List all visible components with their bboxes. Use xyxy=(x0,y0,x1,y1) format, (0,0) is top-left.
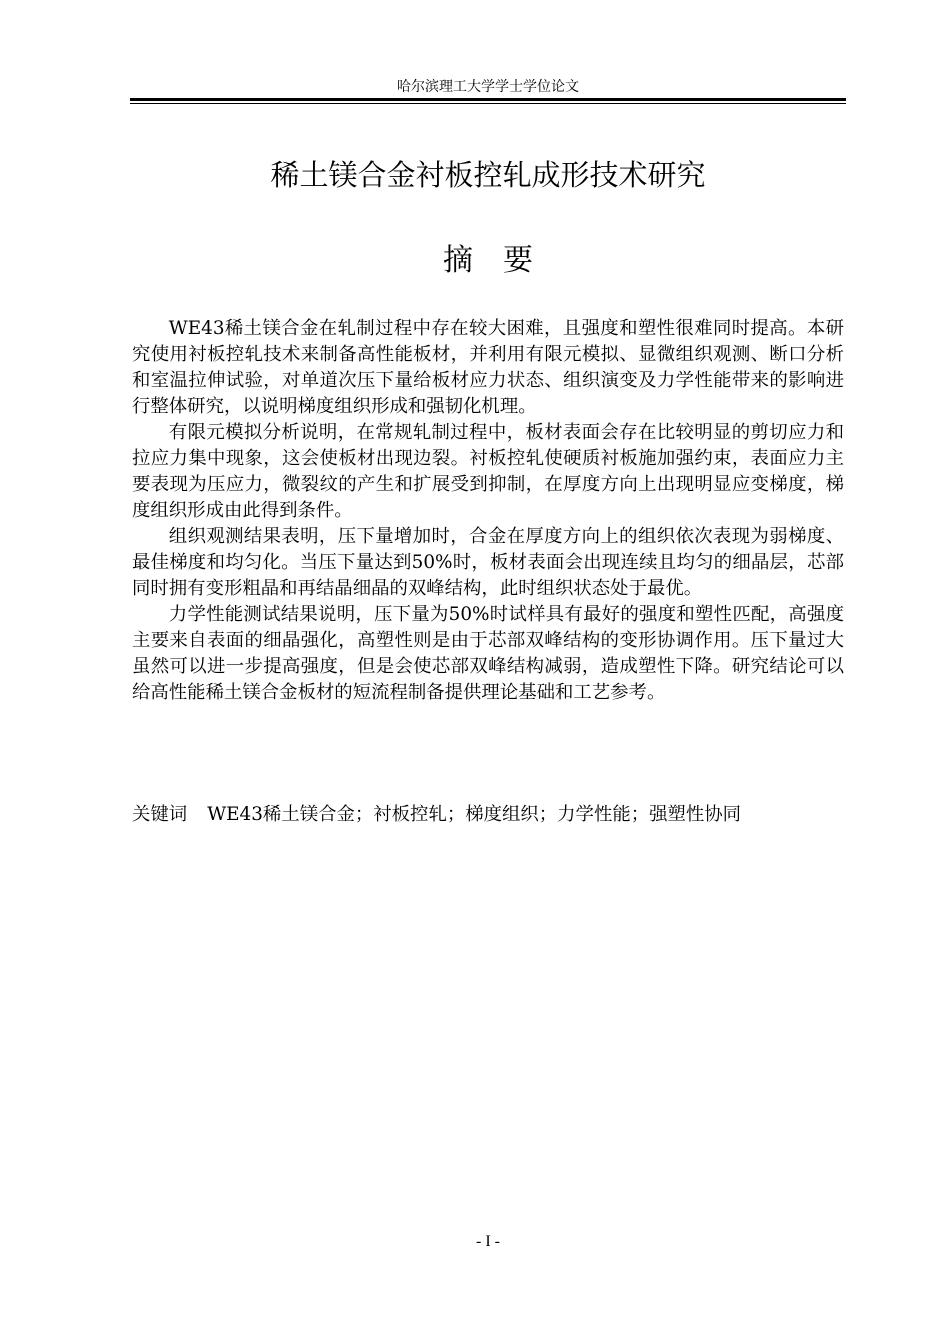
keywords-text: WE43稀土镁合金；衬板控轧；梯度组织；力学性能；强塑性协同 xyxy=(207,804,742,825)
abstract-heading: 摘要 xyxy=(443,243,563,278)
abstract-body xyxy=(132,316,844,706)
abstract-paragraph-4: 力学性能测试结果说明，压下量为50%时试样具有最好的强度和塑性匹配，高强度主要来自表面的细晶强化，高塑性则是由于芯部双峰结构的变形协调作用。压下量过大虽然可以进一步提高强度，但是会使芯部双峰结构减弱，造成塑性下降。研究结论可以给高性能稀土镁合金板材的短流程制备提供理论基础和工艺参考。 xyxy=(132,604,844,703)
page-number: - I - xyxy=(476,1233,500,1250)
keywords xyxy=(132,802,844,828)
header-rule xyxy=(130,98,846,101)
running-header: 哈尔滨理工大学学士学位论文 xyxy=(397,79,579,95)
thesis-title: 稀土镁合金衬板控轧成形技术研究 xyxy=(270,158,706,192)
abstract-paragraph-2: 有限元模拟分析说明，在常规轧制过程中，板材表面会存在比较明显的剪切应力和拉应力集中现象，这会使板材出现边裂。衬板控轧使硬质衬板施加强约束，表面应力主要表现为压应力，微裂纹的产生和扩展受到抑制，在厚度方向上出现明显应变梯度，梯度组织形成由此得到条件。 xyxy=(132,422,844,521)
abstract-paragraph-1: WE43稀土镁合金在轧制过程中存在较大困难，且强度和塑性很难同时提高。本研究使用衬板控轧技术来制备高性能板材，并利用有限元模拟、显微组织观测、断口分析和室温拉伸试验，对单道次压下量给板材应力状态、组织演变及力学性能带来的影响进行整体研究，以说明梯度组织形成和强韧化机理。 xyxy=(132,318,844,417)
keywords-label: 关键词 xyxy=(132,804,188,825)
header-rule-thin xyxy=(130,103,846,104)
abstract-paragraph-3: 组织观测结果表明，压下量增加时，合金在厚度方向上的组织依次表现为弱梯度、最佳梯度和均匀化。当压下量达到50%时，板材表面会出现连续且均匀的细晶层，芯部同时拥有变形粗晶和再结晶细晶的双峰结构，此时组织状态处于最优。 xyxy=(132,526,844,599)
